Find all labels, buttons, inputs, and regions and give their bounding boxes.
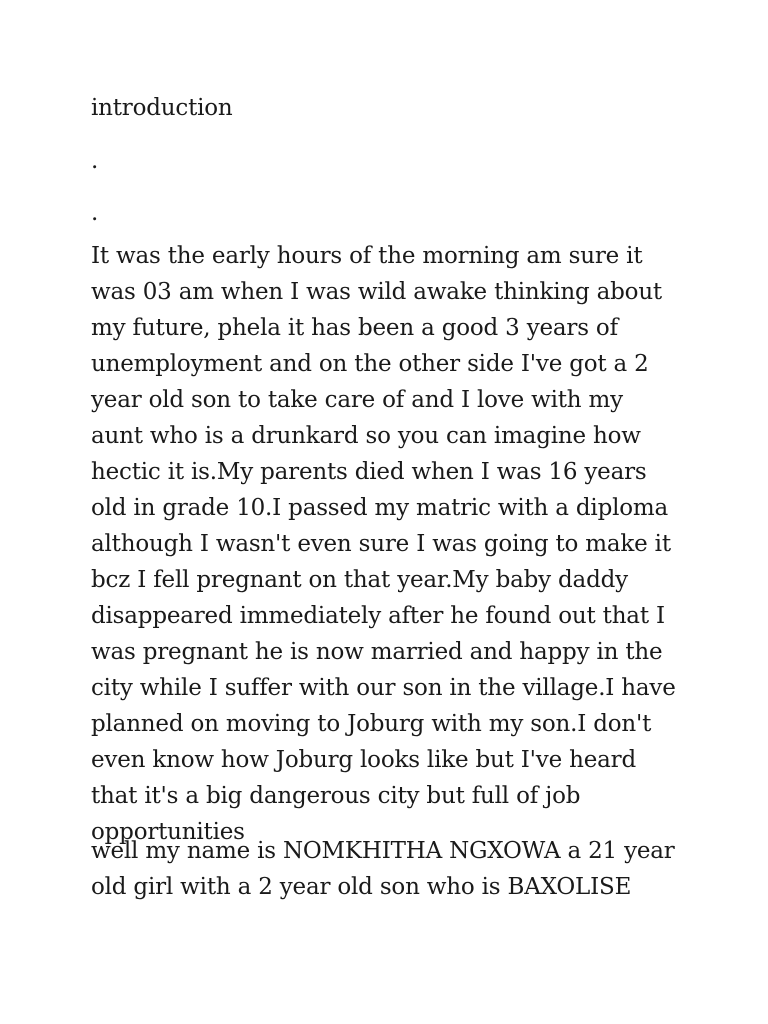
story-paragraph-1: It was the early hours of the morning am sure it was 03 am when I was wild awake thinking about my future, phela it has been a good 3 years of unemployment and on the other side I've got a 2 year old son to take care of and I love with my aunt who is a drunkard so you can imagine how hectic it is.My parents died when I was 16 years old in grade 10.I passed my matric with a diploma although I wasn't even sure I was going to make it bcz I fell pregnant on that year.My baby daddy disappeared immediately after he found out that I was pregnant he is now married and happy in the city while I suffer with our son in the village.I have planned on moving to Joburg with my son.I don't even know how Joburg looks like but I've heard that it's a big dangerous city but full of job opportunities xyxy=(91,243,676,845)
section-heading: introduction xyxy=(91,95,233,121)
separator-dot: . xyxy=(91,200,99,226)
separator-dot: . xyxy=(91,148,99,174)
story-paragraph-2: well my name is NOMKHITHA NGXOWA a 21 year old girl with a 2 year old son who is BAXOLISE xyxy=(91,838,675,900)
